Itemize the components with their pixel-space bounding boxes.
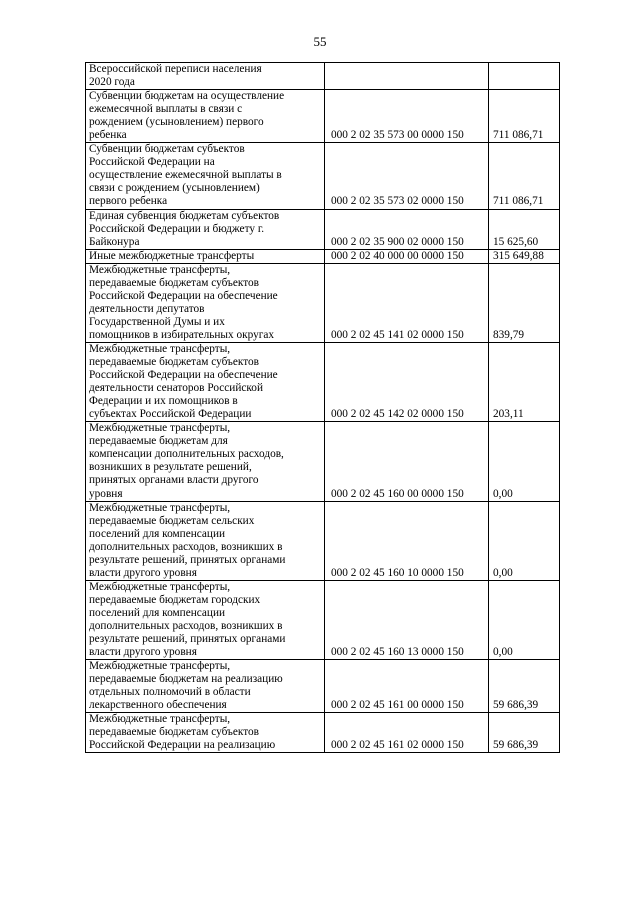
row-name-cell: Единая субвенция бюджетам субъектов Российской Федерации и бюджету г. Байконура: [86, 209, 325, 249]
row-name-cell: Межбюджетные трансферты, передаваемые бюджетам субъектов Российской Федерации на обеспечение деятельности депутатов Государственной Думы и их помощников в избирательных округах: [86, 263, 325, 342]
row-amount-cell: 0,00: [489, 422, 560, 501]
row-name-cell: Субвенции бюджетам на осуществление ежемесячной выплаты в связи с рождением (усыновлением) первого ребенка: [86, 90, 325, 143]
row-name-cell: Субвенции бюджетам субъектов Российской Федерации на осуществление ежемесячной выплаты в связи с рождением (усыновлением) первого ребенка: [86, 143, 325, 209]
row-amount-cell: 0,00: [489, 501, 560, 580]
row-name-cell: Межбюджетные трансферты, передаваемые бюджетам сельских поселений для компенсации дополнительных расходов, возникших в результате решений, принятых органами власти другого уровня: [86, 501, 325, 580]
row-code-cell: [325, 63, 489, 90]
row-name-cell: Всероссийской переписи населения 2020 года: [86, 63, 325, 90]
row-amount-cell: 0,00: [489, 580, 560, 659]
row-name-cell: Межбюджетные трансферты, передаваемые бюджетам субъектов Российской Федерации на обеспечение деятельности сенаторов Российской Федерации и их помощников в субъектах Российской Федерации: [86, 342, 325, 421]
row-name-cell: Иные межбюджетные трансферты: [86, 249, 325, 263]
row-code-cell: 000 2 02 45 161 00 0000 150: [325, 660, 489, 713]
row-code-cell: 000 2 02 35 900 02 0000 150: [325, 209, 489, 249]
table-row: [86, 143, 560, 209]
row-code-cell: 000 2 02 45 141 02 0000 150: [325, 263, 489, 342]
table-row: [86, 422, 560, 501]
row-amount-cell: 839,79: [489, 263, 560, 342]
page-number: 55: [313, 34, 327, 49]
row-amount-cell: 315 649,88: [489, 249, 560, 263]
row-code-cell: 000 2 02 45 142 02 0000 150: [325, 342, 489, 421]
table-row: [86, 660, 560, 713]
row-code-cell: 000 2 02 45 160 00 0000 150: [325, 422, 489, 501]
table-row: [86, 63, 560, 90]
row-code-cell: 000 2 02 35 573 02 0000 150: [325, 143, 489, 209]
budget-table: [85, 62, 560, 753]
row-code-cell: 000 2 02 35 573 00 0000 150: [325, 90, 489, 143]
row-amount-cell: [489, 63, 560, 90]
table-row: [86, 342, 560, 421]
table-row: [86, 580, 560, 659]
row-amount-cell: 711 086,71: [489, 90, 560, 143]
row-name-cell: Межбюджетные трансферты, передаваемые бюджетам для компенсации дополнительных расходов, возникших в результате решений, принятых органами власти другого уровня: [86, 422, 325, 501]
row-name-cell: Межбюджетные трансферты, передаваемые бюджетам городских поселений для компенсации дополнительных расходов, возникших в результате решений, принятых органами власти другого уровня: [86, 580, 325, 659]
row-code-cell: 000 2 02 45 161 02 0000 150: [325, 713, 489, 753]
row-amount-cell: 15 625,60: [489, 209, 560, 249]
table-row: [86, 209, 560, 249]
table-row: [86, 90, 560, 143]
row-amount-cell: 203,11: [489, 342, 560, 421]
table-row: [86, 501, 560, 580]
row-amount-cell: 59 686,39: [489, 713, 560, 753]
row-code-cell: 000 2 02 40 000 00 0000 150: [325, 249, 489, 263]
table-row: [86, 713, 560, 753]
table-row: [86, 263, 560, 342]
table-row: [86, 249, 560, 263]
row-name-cell: Межбюджетные трансферты, передаваемые бюджетам на реализацию отдельных полномочий в области лекарственного обеспечения: [86, 660, 325, 713]
row-code-cell: 000 2 02 45 160 10 0000 150: [325, 501, 489, 580]
row-amount-cell: 711 086,71: [489, 143, 560, 209]
row-name-cell: Межбюджетные трансферты, передаваемые бюджетам субъектов Российской Федерации на реализацию: [86, 713, 325, 753]
row-code-cell: 000 2 02 45 160 13 0000 150: [325, 580, 489, 659]
row-amount-cell: 59 686,39: [489, 660, 560, 713]
